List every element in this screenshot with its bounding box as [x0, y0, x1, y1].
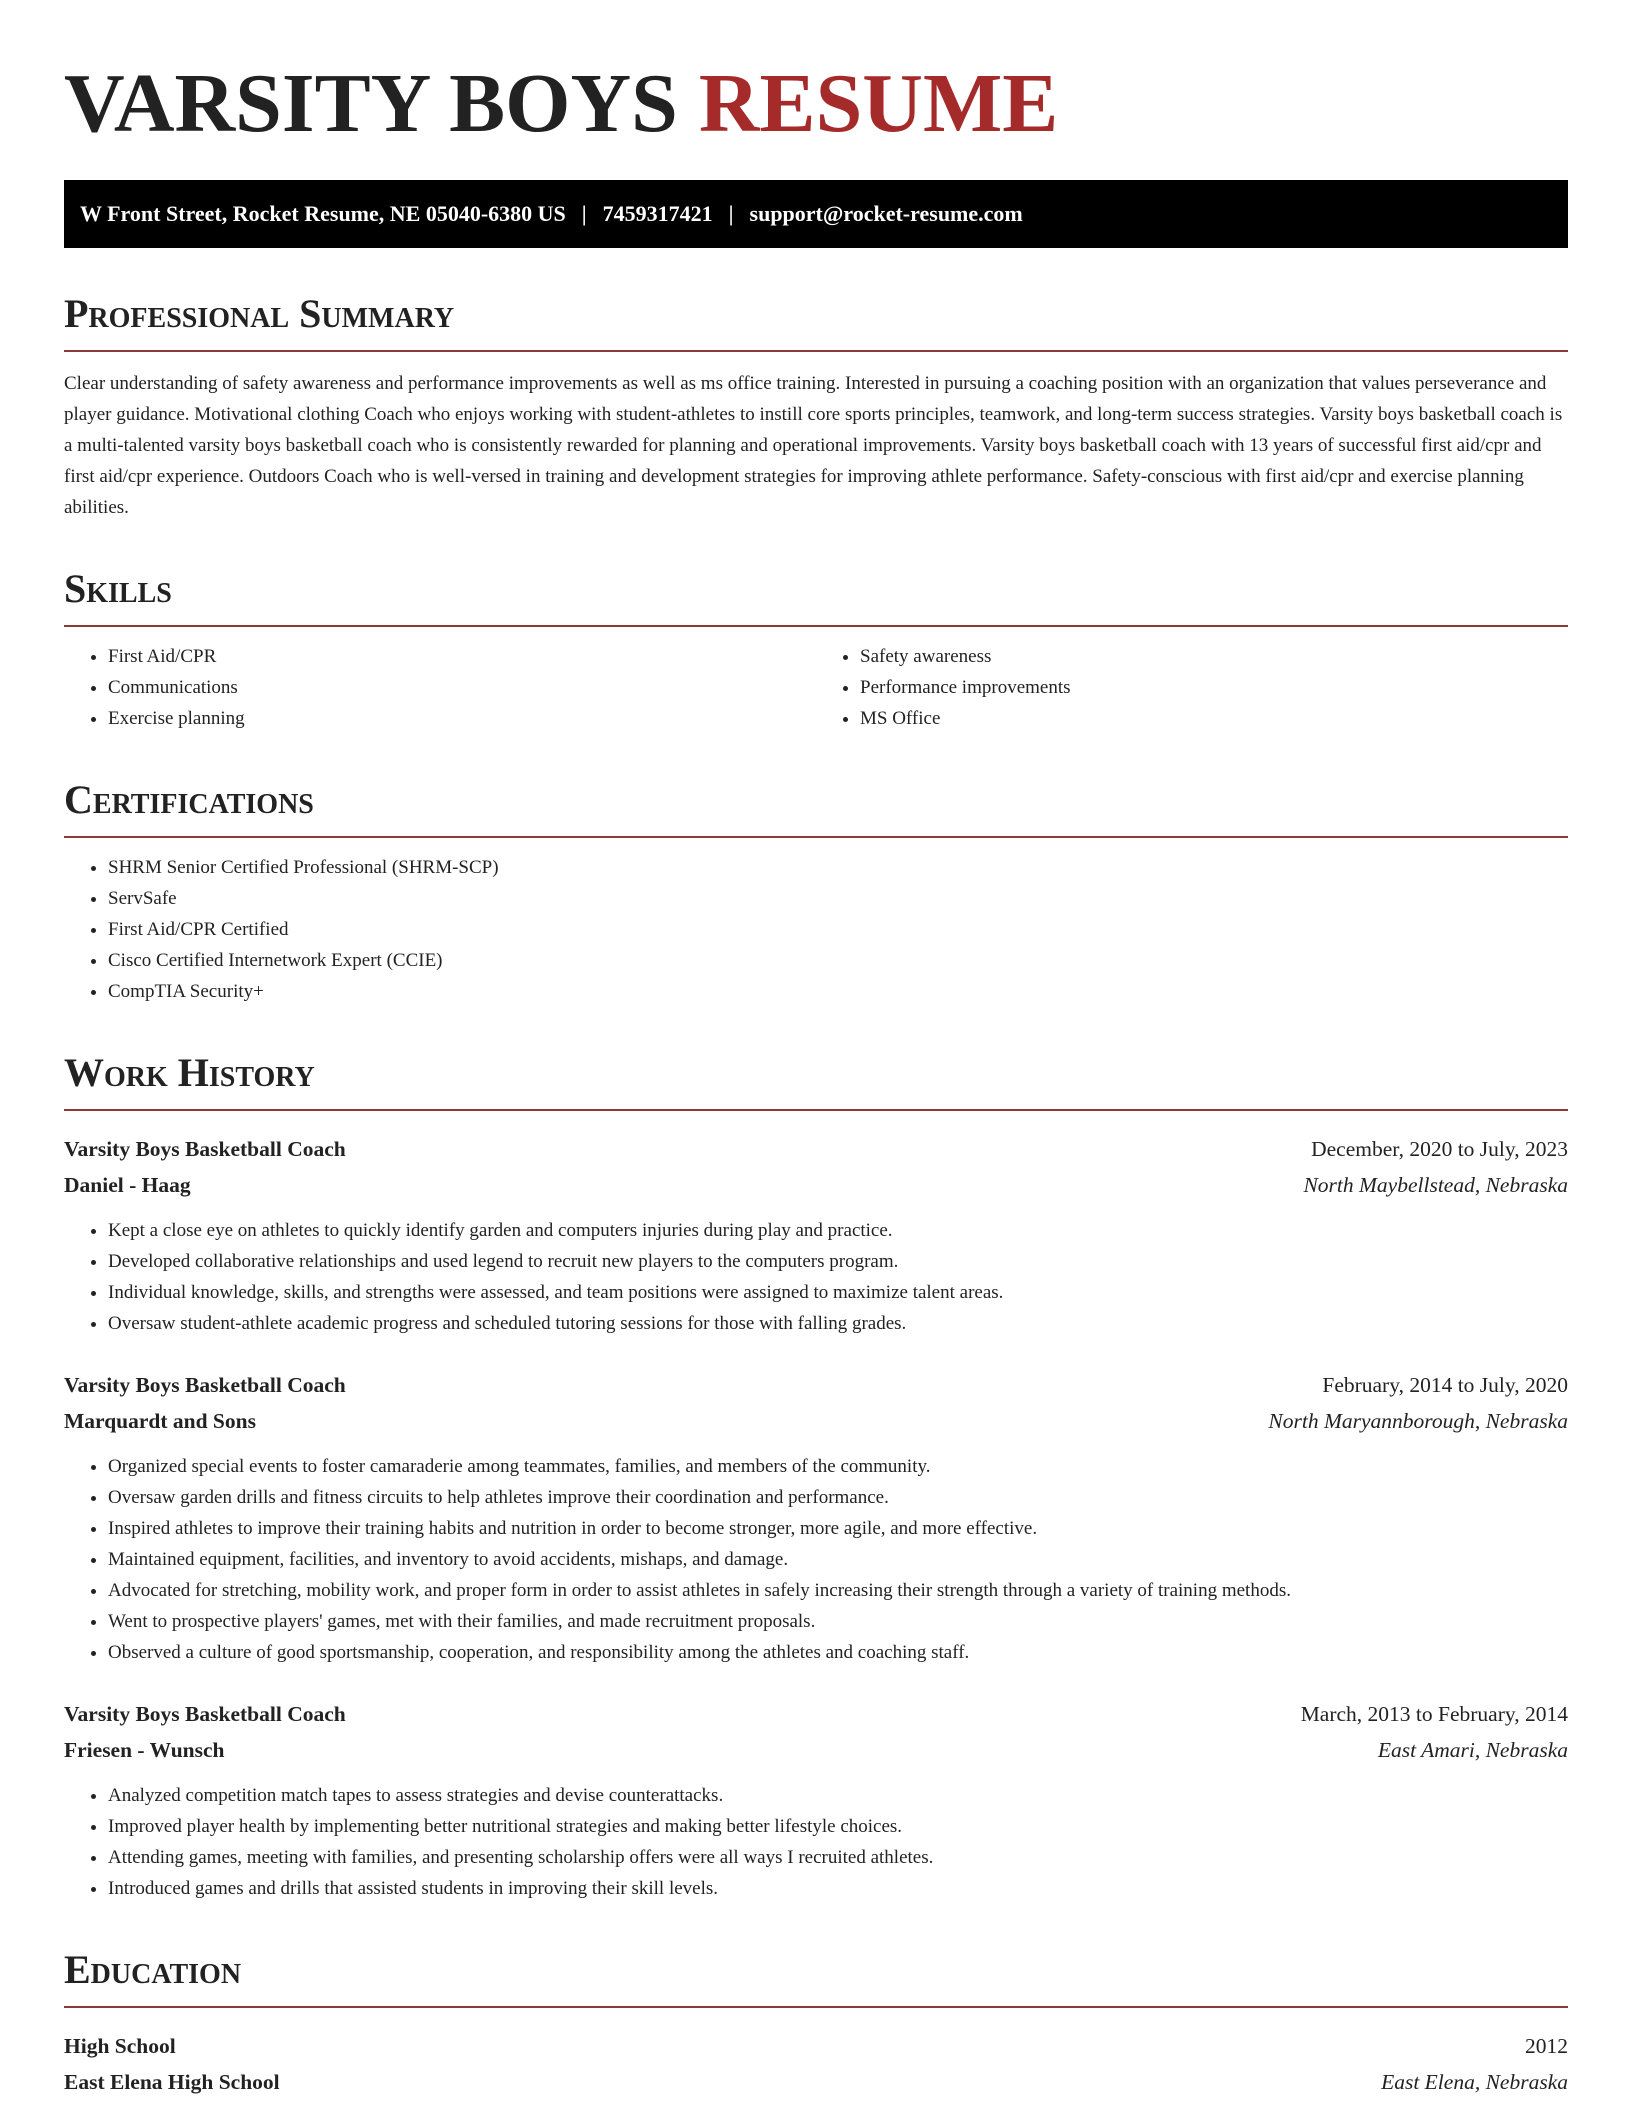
contact-address: W Front Street, Rocket Resume, NE 05040-6380 US [80, 201, 566, 226]
job-location: North Maybellstead, Nebraska [1303, 1173, 1568, 1197]
education-school-row [64, 2064, 1568, 2100]
title-accent: RESUME [698, 57, 1059, 150]
section-divider [64, 836, 1568, 838]
job-bullets [64, 1451, 1568, 1668]
list-item: • Improved player health by implementing better nutritional strategies and making better lifestyle choices. [108, 1811, 1568, 1842]
section-divider [64, 2006, 1568, 2008]
contact-separator: | [581, 201, 587, 226]
list-item: • ServSafe [108, 883, 1568, 914]
list-item: • Communications [108, 672, 816, 703]
education-entry [64, 2028, 1568, 2100]
section-title-skills: Skills [64, 566, 172, 611]
job-entry [64, 1696, 1568, 1904]
job-company-row [64, 1732, 1568, 1768]
list-item: • Individual knowledge, skills, and strengths were assessed, and team positions were assigned to maximize talent areas. [108, 1277, 1568, 1308]
list-item: • CompTIA Security+ [108, 976, 1568, 1007]
list-item: • Kept a close eye on athletes to quickly identify garden and computers injuries during play and practice. [108, 1215, 1568, 1246]
contact-email[interactable]: support@rocket-resume.com [749, 201, 1023, 226]
job-location: North Maryannborough, Nebraska [1268, 1409, 1568, 1433]
job-header-row [64, 1367, 1568, 1403]
list-item: • Inspired athletes to improve their training habits and nutrition in order to become stronger, more agile, and more effective. [108, 1513, 1568, 1544]
education-degree: High School [64, 2034, 176, 2058]
section-title-work-history: Work History [64, 1050, 315, 1095]
job-dates: February, 2014 to July, 2020 [1322, 1373, 1568, 1397]
resume-title [64, 57, 1568, 150]
education-location: East Elena, Nebraska [1381, 2070, 1568, 2094]
list-item: • Advocated for stretching, mobility work, and proper form in order to assist athletes in safely increasing their strength through a variety of training methods. [108, 1575, 1568, 1606]
list-item: • MS Office [860, 703, 1568, 734]
contact-phone: 7459317421 [602, 201, 713, 226]
job-dates: December, 2020 to July, 2023 [1311, 1137, 1568, 1161]
list-item: • Cisco Certified Internetwork Expert (CCIE) [108, 945, 1568, 976]
certifications-list [64, 852, 1568, 1007]
list-item: • Organized special events to foster camaraderie among teammates, families, and members of the community. [108, 1451, 1568, 1482]
list-item: • First Aid/CPR Certified [108, 914, 1568, 945]
job-entry [64, 1131, 1568, 1339]
skills-grid [64, 627, 1568, 734]
list-item: • Performance improvements [860, 672, 1568, 703]
list-item: • Introduced games and drills that assisted students in improving their skill levels. [108, 1873, 1568, 1904]
list-item: • Observed a culture of good sportsmanship, cooperation, and responsibility among the athletes and coaching staff. [108, 1637, 1568, 1668]
contact-bar [64, 180, 1568, 248]
skills-list-right [816, 641, 1568, 734]
job-company: Friesen - Wunsch [64, 1738, 225, 1762]
list-item: • Oversaw student-athlete academic progress and scheduled tutoring sessions for those with falling grades. [108, 1308, 1568, 1339]
contact-separator: | [728, 201, 734, 226]
list-item: • First Aid/CPR [108, 641, 816, 672]
list-item: • Safety awareness [860, 641, 1568, 672]
education-header-row [64, 2028, 1568, 2064]
title-main: VARSITY BOYS [64, 57, 678, 150]
job-dates: March, 2013 to February, 2014 [1300, 1702, 1568, 1726]
list-item: • Exercise planning [108, 703, 816, 734]
job-company-row [64, 1403, 1568, 1439]
section-title-education: Education [64, 1947, 242, 1992]
job-company: Daniel - Haag [64, 1173, 191, 1197]
education-year: 2012 [1525, 2034, 1568, 2058]
list-item: • Developed collaborative relationships and used legend to recruit new players to the computers program. [108, 1246, 1568, 1277]
section-title-summary: Professional Summary [64, 291, 455, 336]
list-item: • Analyzed competition match tapes to assess strategies and devise counterattacks. [108, 1780, 1568, 1811]
education-school: East Elena High School [64, 2070, 280, 2094]
job-entry [64, 1367, 1568, 1668]
job-header-row [64, 1131, 1568, 1167]
list-item: • Oversaw garden drills and fitness circuits to help athletes improve their coordination and performance. [108, 1482, 1568, 1513]
job-title: Varsity Boys Basketball Coach [64, 1137, 346, 1161]
job-bullets [64, 1780, 1568, 1904]
job-location: East Amari, Nebraska [1377, 1738, 1568, 1762]
skills-list-left [64, 641, 816, 734]
list-item: • Attending games, meeting with families, and presenting scholarship offers were all ways I recruited athletes. [108, 1842, 1568, 1873]
job-header-row [64, 1696, 1568, 1732]
list-item: • SHRM Senior Certified Professional (SHRM-SCP) [108, 852, 1568, 883]
job-company: Marquardt and Sons [64, 1409, 256, 1433]
list-item: • Maintained equipment, facilities, and inventory to avoid accidents, mishaps, and damage. [108, 1544, 1568, 1575]
section-divider [64, 350, 1568, 352]
list-item: • Went to prospective players' games, met with their families, and made recruitment proposals. [108, 1606, 1568, 1637]
section-title-certifications: Certifications [64, 777, 314, 822]
job-title: Varsity Boys Basketball Coach [64, 1702, 346, 1726]
job-title: Varsity Boys Basketball Coach [64, 1373, 346, 1397]
job-company-row [64, 1167, 1568, 1203]
job-bullets [64, 1215, 1568, 1339]
summary-text: Clear understanding of safety awareness and performance improvements as well as ms office training. Interested in pursuing a coaching position with an organization that values perseverance and player guidance. Motivational clothing Coach who enjoys working with student-athletes to instill core sports principles, teamwork, and long-term success strategies. Varsity boys basketball coach is a multi-talented varsity boys basketball coach who is consistently rewarded for planning and operational improvements. Varsity boys basketball coach with 13 years of successful first aid/cpr and first aid/cpr experience. Outdoors Coach who is well-versed in training and development strategies for improving athlete performance. Safety-conscious with first aid/cpr and exercise planning abilities. [64, 373, 1563, 518]
section-divider [64, 1109, 1568, 1111]
